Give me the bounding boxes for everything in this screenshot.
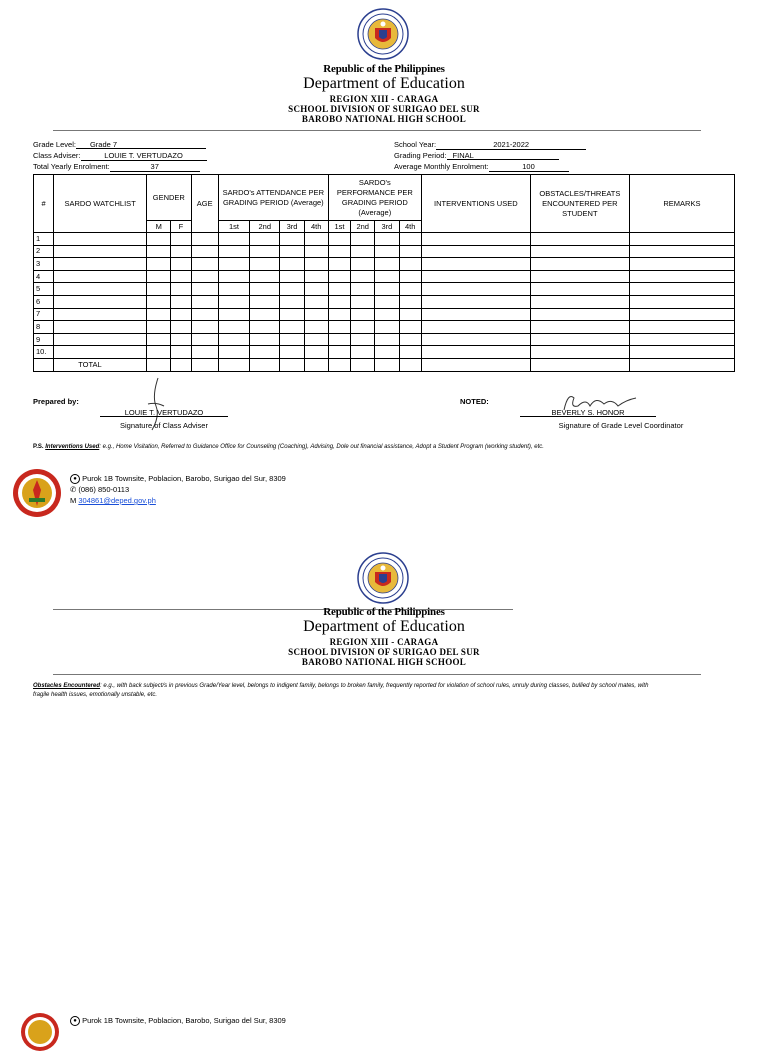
table-cell — [280, 258, 304, 271]
location-icon: ● — [70, 1016, 80, 1026]
table-cell — [280, 346, 304, 359]
table-cell — [171, 308, 191, 321]
table-cell — [54, 308, 147, 321]
table-cell — [304, 295, 328, 308]
table-cell — [147, 295, 171, 308]
table-cell — [629, 295, 734, 308]
table-cell — [530, 333, 629, 346]
coordinator-signature-caption: Signature of Grade Level Coordinator — [558, 421, 684, 430]
col-header-perf-3rd: 3rd — [375, 221, 399, 233]
table-cell — [218, 245, 249, 258]
table-cell — [351, 233, 375, 246]
avg-enrolment-field: Average Monthly Enrolment: 100 — [394, 162, 569, 172]
col-header-watchlist: SARDO WATCHLIST — [54, 175, 147, 233]
table-cell — [530, 283, 629, 296]
noted-label: NOTED: — [460, 397, 489, 406]
table-cell — [280, 233, 304, 246]
table-row — [34, 308, 735, 321]
table-cell — [629, 346, 734, 359]
table-cell — [421, 270, 530, 283]
table-cell — [147, 245, 171, 258]
table-cell — [218, 270, 249, 283]
table-cell — [250, 321, 280, 334]
school-title: BAROBO NATIONAL HIGH SCHOOL — [301, 114, 467, 124]
table-cell — [375, 258, 399, 271]
table-cell — [328, 270, 350, 283]
region-title: REGION XIII - CARAGA — [329, 94, 439, 104]
header-divider-page2 — [53, 674, 701, 675]
division-title: SCHOOL DIVISION OF SURIGAO DEL SUR — [288, 104, 480, 114]
table-cell — [218, 295, 249, 308]
row-number: 9 — [34, 333, 54, 346]
table-cell — [147, 321, 171, 334]
table-cell — [375, 283, 399, 296]
table-cell — [280, 321, 304, 334]
table-cell — [54, 333, 147, 346]
table-cell — [304, 346, 328, 359]
table-cell — [280, 333, 304, 346]
table-cell — [629, 245, 734, 258]
department-title: Department of Education — [303, 75, 465, 92]
table-cell — [375, 346, 399, 359]
table-cell — [147, 308, 171, 321]
table-cell — [54, 233, 147, 246]
adviser-signature-caption: Signature of Class Adviser — [120, 421, 208, 430]
footer-email-link[interactable]: 304861@deped.gov.ph — [78, 496, 156, 505]
col-header-perf-1st: 1st — [328, 221, 350, 233]
location-icon: ● — [70, 474, 80, 484]
col-header-female: F — [171, 221, 191, 233]
col-header-att-2nd: 2nd — [250, 221, 280, 233]
phone-icon: ✆ — [70, 485, 77, 494]
table-cell — [375, 245, 399, 258]
row-number: 4 — [34, 270, 54, 283]
table-cell — [171, 245, 191, 258]
footer-phone: (086) 850-0113 — [78, 485, 130, 494]
table-cell — [530, 233, 629, 246]
table-cell — [328, 333, 350, 346]
col-header-gender: GENDER — [147, 175, 191, 221]
footer-address-row — [70, 474, 286, 484]
table-cell — [375, 308, 399, 321]
table-cell — [218, 321, 249, 334]
table-cell — [147, 333, 171, 346]
table-cell — [171, 270, 191, 283]
table-cell — [421, 245, 530, 258]
table-cell — [629, 270, 734, 283]
table-cell — [351, 258, 375, 271]
table-cell — [54, 295, 147, 308]
table-cell — [375, 321, 399, 334]
row-number: 10. — [34, 346, 54, 359]
table-cell — [250, 258, 280, 271]
table-cell — [171, 321, 191, 334]
coordinator-name: BEVERLY S. HONOR — [551, 408, 625, 417]
deped-seal-logo-page2 — [357, 552, 409, 604]
table-cell — [191, 333, 218, 346]
table-cell — [421, 258, 530, 271]
table-cell — [280, 245, 304, 258]
table-cell — [304, 270, 328, 283]
table-cell — [304, 258, 328, 271]
table-cell — [351, 308, 375, 321]
table-cell — [399, 346, 421, 359]
col-header-performance: SARDO's PERFORMANCE PER GRADING PERIOD (Average) — [328, 175, 421, 221]
table-cell — [530, 245, 629, 258]
table-cell — [191, 346, 218, 359]
table-cell — [328, 258, 350, 271]
school-seal-logo — [12, 468, 62, 518]
table-cell — [250, 245, 280, 258]
table-cell — [399, 308, 421, 321]
table-cell — [218, 308, 249, 321]
table-cell — [304, 321, 328, 334]
table-cell — [375, 233, 399, 246]
col-header-att-1st: 1st — [218, 221, 249, 233]
row-number: 2 — [34, 245, 54, 258]
total-label: TOTAL — [54, 358, 147, 371]
table-row — [34, 270, 735, 283]
table-cell — [147, 346, 171, 359]
table-row — [34, 258, 735, 271]
table-cell — [629, 321, 734, 334]
col-header-attendance: SARDO's ATTENDANCE PER GRADING PERIOD (Average) — [218, 175, 328, 221]
col-header-interventions: INTERVENTIONS USED — [421, 175, 530, 233]
table-cell — [629, 258, 734, 271]
table-cell — [171, 295, 191, 308]
total-enrolment-field: Total Yearly Enrolment: 37 — [33, 162, 200, 172]
table-cell — [171, 283, 191, 296]
division-title-page2: SCHOOL DIVISION OF SURIGAO DEL SUR — [288, 647, 480, 657]
row-number: 1 — [34, 233, 54, 246]
table-cell — [530, 295, 629, 308]
table-cell — [191, 283, 218, 296]
table-cell — [250, 233, 280, 246]
row-number: 6 — [34, 295, 54, 308]
school-year-field: School Year: 2021-2022 — [394, 140, 586, 150]
table-cell — [250, 295, 280, 308]
table-cell — [54, 258, 147, 271]
sardo-table — [33, 174, 735, 372]
grading-period-field: Grading Period: FINAL — [394, 151, 559, 160]
table-cell — [250, 346, 280, 359]
table-cell — [421, 308, 530, 321]
table-cell — [280, 308, 304, 321]
table-cell — [328, 295, 350, 308]
table-cell — [250, 270, 280, 283]
table-row — [34, 333, 735, 346]
interventions-note: P.S. Interventions Used: e.g., Home Visitation, Referred to Guidance Office for Counseling (Coaching), Advising, Dole out financial assistance, Adopt a Student Program (working student), etc. — [33, 444, 544, 450]
table-cell — [351, 283, 375, 296]
table-cell — [304, 245, 328, 258]
table-cell — [191, 295, 218, 308]
table-cell — [218, 233, 249, 246]
table-cell — [351, 295, 375, 308]
table-cell — [399, 283, 421, 296]
school-seal-logo-page2 — [20, 1012, 60, 1052]
table-cell — [304, 308, 328, 321]
table-cell — [351, 245, 375, 258]
table-row — [34, 346, 735, 359]
col-header-att-3rd: 3rd — [280, 221, 304, 233]
row-number: 7 — [34, 308, 54, 321]
region-title-page2: REGION XIII - CARAGA — [329, 637, 439, 647]
table-cell — [250, 308, 280, 321]
obstacles-note: Obstacles Encountered: e.g., with back subject/s in previous Grade/Year level, belongs to indigent family, belongs to broken family, frequently reported for violation of school rules, unruly during classes, bullied by school mates, with fragile health issues, emotionally unstable, etc. — [33, 683, 649, 698]
col-header-att-4th: 4th — [304, 221, 328, 233]
republic-title: Republic of the Philippines — [323, 63, 445, 75]
col-header-perf-2nd: 2nd — [351, 221, 375, 233]
table-cell — [54, 270, 147, 283]
table-cell — [54, 283, 147, 296]
table-cell — [351, 346, 375, 359]
table-cell — [171, 346, 191, 359]
table-cell — [171, 258, 191, 271]
table-cell — [399, 245, 421, 258]
col-header-male: M — [147, 221, 171, 233]
table-cell — [421, 295, 530, 308]
table-row — [34, 295, 735, 308]
table-cell — [421, 283, 530, 296]
table-cell — [171, 333, 191, 346]
grade-level-field: Grade Level: Grade 7 — [33, 140, 206, 149]
table-cell — [421, 333, 530, 346]
table-cell — [530, 258, 629, 271]
col-header-perf-4th: 4th — [399, 221, 421, 233]
footer-address-row-page2 — [70, 1016, 286, 1026]
footer-address: Purok 1B Townsite, Poblacion, Barobo, Surigao del Sur, 8309 — [82, 474, 286, 483]
table-cell — [191, 245, 218, 258]
school-title-page2: BAROBO NATIONAL HIGH SCHOOL — [301, 657, 467, 667]
table-cell — [280, 295, 304, 308]
republic-title-page2: Republic of the Philippines — [323, 606, 445, 618]
table-cell — [629, 283, 734, 296]
header-divider — [53, 130, 701, 131]
table-cell — [147, 270, 171, 283]
table-cell — [351, 321, 375, 334]
deped-seal-logo — [357, 8, 409, 60]
table-cell — [218, 283, 249, 296]
table-cell — [250, 283, 280, 296]
table-cell — [421, 233, 530, 246]
table-row — [34, 233, 735, 246]
table-row — [34, 245, 735, 258]
table-cell — [191, 233, 218, 246]
table-cell — [530, 346, 629, 359]
table-cell — [54, 321, 147, 334]
table-cell — [147, 283, 171, 296]
table-cell — [399, 321, 421, 334]
table-cell — [191, 321, 218, 334]
table-cell — [375, 270, 399, 283]
table-cell — [280, 283, 304, 296]
row-number: 8 — [34, 321, 54, 334]
table-cell — [399, 333, 421, 346]
footer-address-page2: Purok 1B Townsite, Poblacion, Barobo, Surigao del Sur, 8309 — [82, 1016, 286, 1025]
table-cell — [218, 258, 249, 271]
table-cell — [421, 346, 530, 359]
table-cell — [147, 258, 171, 271]
table-row — [34, 321, 735, 334]
table-cell — [304, 233, 328, 246]
table-row — [34, 283, 735, 296]
mail-icon: M — [70, 496, 77, 505]
table-cell — [191, 308, 218, 321]
footer-phone-row — [70, 485, 129, 494]
table-cell — [54, 245, 147, 258]
table-cell — [375, 295, 399, 308]
table-cell — [399, 233, 421, 246]
table-cell — [54, 346, 147, 359]
footer-email-row — [70, 496, 156, 505]
table-cell — [191, 258, 218, 271]
table-cell — [399, 270, 421, 283]
table-cell — [328, 346, 350, 359]
table-cell — [147, 233, 171, 246]
table-cell — [629, 308, 734, 321]
col-header-remarks: REMARKS — [629, 175, 734, 233]
table-cell — [530, 308, 629, 321]
table-cell — [304, 333, 328, 346]
table-cell — [218, 333, 249, 346]
table-cell — [351, 270, 375, 283]
table-cell — [191, 270, 218, 283]
table-total-row — [34, 358, 735, 371]
table-cell — [328, 321, 350, 334]
department-title-page2: Department of Education — [303, 618, 465, 635]
table-cell — [399, 295, 421, 308]
table-cell — [629, 333, 734, 346]
table-cell — [328, 233, 350, 246]
table-cell — [375, 333, 399, 346]
class-adviser-field: Class Adviser: LOUIE T. VERTUDAZO — [33, 151, 207, 161]
table-cell — [280, 270, 304, 283]
table-cell — [328, 283, 350, 296]
col-header-number: # — [34, 175, 54, 233]
prepared-by-label: Prepared by: — [33, 397, 79, 406]
table-header-row — [34, 175, 735, 221]
table-cell — [218, 346, 249, 359]
row-number: 3 — [34, 258, 54, 271]
table-cell — [399, 258, 421, 271]
table-cell — [629, 233, 734, 246]
table-cell — [351, 333, 375, 346]
table-cell — [171, 233, 191, 246]
table-cell — [530, 321, 629, 334]
table-cell — [530, 270, 629, 283]
table-cell — [304, 283, 328, 296]
adviser-name: LOUIE T. VERTUDAZO — [124, 408, 204, 417]
row-number: 5 — [34, 283, 54, 296]
table-cell — [250, 333, 280, 346]
table-cell — [421, 321, 530, 334]
col-header-age: AGE — [191, 175, 218, 233]
col-header-obstacles: OBSTACLES/THREATS ENCOUNTERED PER STUDENT — [530, 175, 629, 233]
table-cell — [328, 245, 350, 258]
table-cell — [328, 308, 350, 321]
